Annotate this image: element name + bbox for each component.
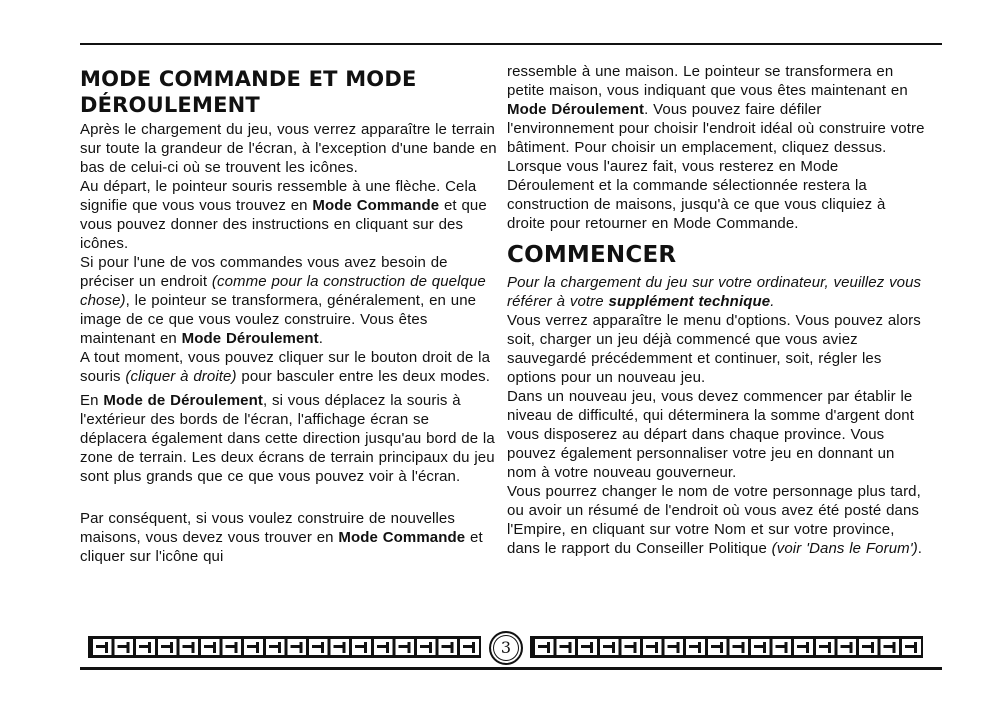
paragraph-6: Par conséquent, si vous voulez construire de nouvelles maisons, vous devez vous trouver en Mode Commande et cliquer sur l'icône qui [80,510,483,565]
top-rule [80,43,942,45]
bold-mode-commande: Mode Commande [312,197,440,214]
bottom-rule [80,667,942,670]
italic-note: (comme pour la construction de quelque chose) [80,273,486,309]
bold-mode-deroulement: Mode Déroulement [181,330,319,347]
left-column [80,62,500,566]
section-heading-mode-commande [80,66,500,118]
paragraph-3: Si pour l'une de vos commandes vous avez besoin de préciser un endroit (comme pour la construction de quelque chose), le pointeur se transformera, généralement, en une image de ce que vous voulez construire. Vous êtes maintenant en Mode Déroulement. [80,254,486,347]
page-number-badge: 3 [489,631,523,665]
italic-cliquer-a-droite: (cliquer à droite) [125,368,237,385]
heading-line-1: MODE COMMANDE ET MODE [80,67,417,91]
bold-mode-commande-2: Mode Commande [338,529,466,546]
italic-voir-forum: (voir 'Dans le Forum') [771,540,918,557]
paragraph-2: Au départ, le pointeur souris ressemble à une flèche. Cela signifie que vous vous trouvez en Mode Commande et que vous pouvez donner des instructions en cliquant sur des icônes. [80,178,487,252]
paragraph-options: Vous verrez apparaître le menu d'options. Vous pouvez alors soit, charger un jeu déjà commencé que vous aviez sauvegardé précédemment et continuer, soit, régler les options pour un nouveau jeu. [507,312,921,386]
right-column [507,62,927,558]
bold-mode-de-deroulement: Mode de Déroulement [103,392,263,409]
greek-key-border-left [88,636,481,658]
paragraph-4: A tout moment, vous pouvez cliquer sur le bouton droit de la souris (cliquer à droite) pour basculer entre les deux modes. [80,349,491,385]
paragraph-new-game: Dans un nouveau jeu, vous devez commencer par établir le niveau de difficulté, qui déterminera la somme d'argent dont vous disposerez au départ dans chaque province. Vous pouvez également personnaliser votre jeu en donnant un nom à votre nouveau gouverneur. [507,388,914,481]
greek-key-border-right [530,636,923,658]
paragraph-rename: Vous pourrez changer le nom de votre personnage plus tard, ou avoir un résumé de l'endroit où vous avez été posté dans l'Empire, en cliquant sur votre Nom et sur votre province, dans le rapport du Conseiller Politique (voir 'Dans le Forum'). [507,483,923,557]
heading-line-2: DÉROULEMENT [80,93,260,117]
bold-mode-deroulement-right: Mode Déroulement [507,101,645,118]
paragraph-1: Après le chargement du jeu, vous verrez apparaître le terrain sur toute la grandeur de l'écran, à l'exception d'une bande en bas de celui-ci où se trouvent les icônes. [80,121,497,176]
paragraph-5: En Mode de Déroulement, si vous déplacez la souris à l'extérieur des bords de l'écran, l'affichage écran se déplacera également dans cette direction jusqu'au bord de la zone de terrain. Les deux écrans de terrain principaux du jeu sont plus grands que ce que vous pouvez voir à l'écran. [80,392,495,485]
paragraph-continued: ressemble à une maison. Le pointeur se transformera en petite maison, vous indiquant que vous êtes maintenant en Mode Déroulement. Vous pouvez faire défiler l'environnement pour choisir l'endroit idéal où construire votre bâtiment. Pour choisir un emplacement, cliquez dessus. Lorsque vous l'aurez fait, vous resterez en Mode Déroulement et la commande sélectionnée restera la construction de maisons, jusqu'à ce que vous cliquiez à droite pour retourner en Mode Commande. [507,63,925,232]
paragraph-loading-note: Pour la chargement du jeu sur votre ordinateur, veuillez vous référer à votre supplément technique. [507,274,922,310]
bold-italic-supplement-technique: supplément technique [608,293,771,310]
section-heading-commencer: COMMENCER [507,242,677,268]
